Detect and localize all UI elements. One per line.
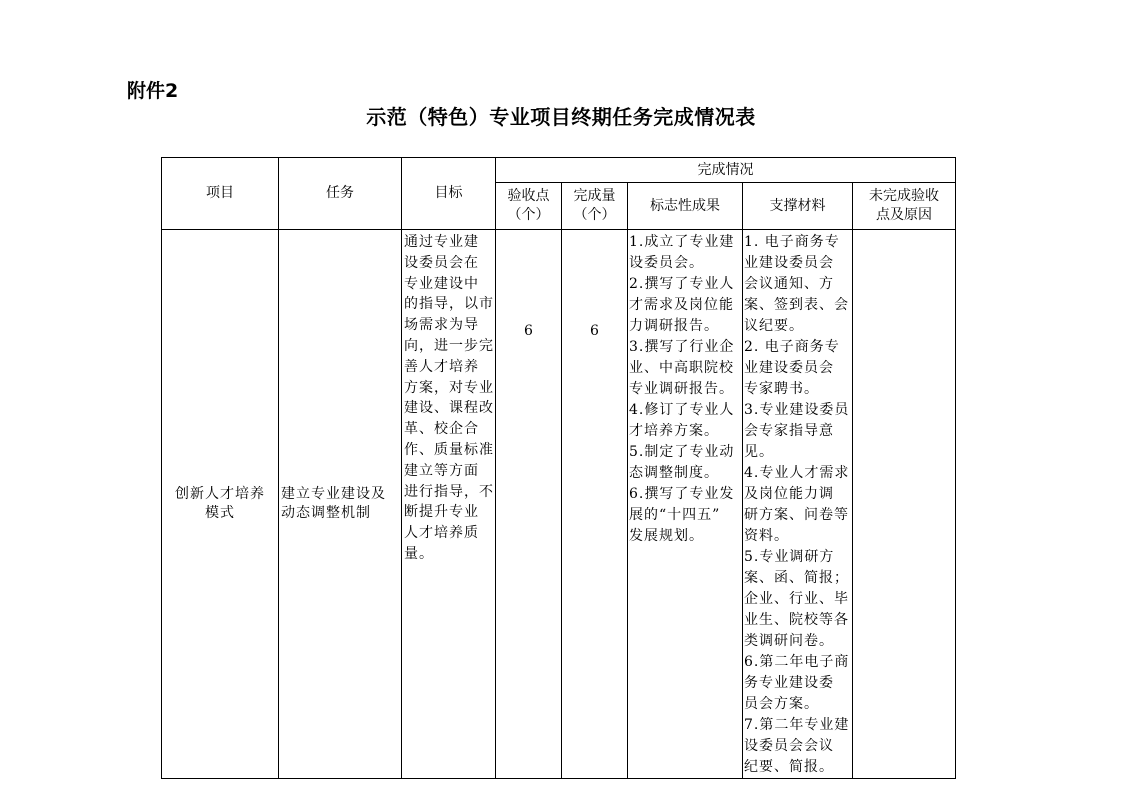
completion-table bbox=[161, 157, 956, 779]
list-item: 4.修订了专业人 才培养方案。 bbox=[629, 402, 735, 439]
cell-task: 建立专业建设及 动态调整机制 bbox=[279, 230, 402, 779]
header-supporting-materials: 支撑材料 bbox=[743, 183, 853, 230]
header-landmark-results: 标志性成果 bbox=[628, 183, 743, 230]
header-row-top bbox=[162, 158, 956, 183]
list-item: 5.制定了专业动 态调整制度。 bbox=[629, 444, 735, 481]
list-item: 1. 电子商务专 业建设委员会 会议通知、方 案、签到表、会 议纪要。 bbox=[744, 234, 849, 334]
list-item: 7.第二年专业建 设委员会会议 纪要、简报。 bbox=[744, 717, 850, 775]
list-item: 4.专业人才需求 及岗位能力调 研方案、问卷等 资料。 bbox=[744, 465, 850, 544]
list-item: 2. 电子商务专 业建设委员会 专家聘书。 bbox=[744, 339, 840, 397]
header-completion-group: 完成情况 bbox=[496, 158, 956, 183]
cell-incomplete-reason bbox=[853, 230, 956, 779]
header-task: 任务 bbox=[279, 158, 402, 230]
list-item: 1.成立了专业建 设委员会。 bbox=[629, 234, 735, 271]
header-acceptance-points: 验收点 （个） bbox=[496, 183, 562, 230]
list-item: 6.第二年电子商 务专业建设委 员会方案。 bbox=[744, 654, 850, 712]
attachment-label: 附件2 bbox=[127, 80, 179, 102]
header-incomplete-reason: 未完成验收 点及原因 bbox=[853, 183, 956, 230]
list-item: 5.专业调研方 案、函、简报； 企业、行业、毕 业生、院校等各 类调研问卷。 bbox=[744, 549, 849, 649]
cell-project: 创新人才培养 模式 bbox=[162, 230, 279, 779]
cell-landmark-results bbox=[628, 230, 743, 779]
cell-completed-count: 6 bbox=[562, 230, 628, 779]
landmark-results-list bbox=[628, 230, 742, 547]
header-completed-count: 完成量 （个） bbox=[562, 183, 628, 230]
list-item: 6.撰写了专业发 展的“十四五” 发展规划。 bbox=[629, 486, 735, 544]
cell-supporting-materials bbox=[743, 230, 853, 779]
page-title: 示范（特色）专业项目终期任务完成情况表 bbox=[366, 105, 756, 129]
cell-acceptance-points: 6 bbox=[496, 230, 562, 779]
header-goal: 目标 bbox=[402, 158, 496, 230]
list-item: 3.撰写了行业企 业、中高职院校 专业调研报告。 bbox=[629, 339, 735, 397]
supporting-materials-list bbox=[743, 230, 852, 778]
list-item: 3.专业建设委员 会专家指导意 见。 bbox=[744, 402, 850, 460]
list-item: 2.撰写了专业人 才需求及岗位能 力调研报告。 bbox=[629, 276, 735, 334]
table-row bbox=[162, 230, 956, 779]
header-project: 项目 bbox=[162, 158, 279, 230]
cell-goal: 通过专业建 设委员会在 专业建设中 的指导，以市 场需求为导 向，进一步完 善人才培养 方案，对专业 建设、课程改 革、校企合 作、质量标准 建立等方面 进行指导，不 断提升专业 人才培养质 量。 bbox=[402, 230, 496, 779]
